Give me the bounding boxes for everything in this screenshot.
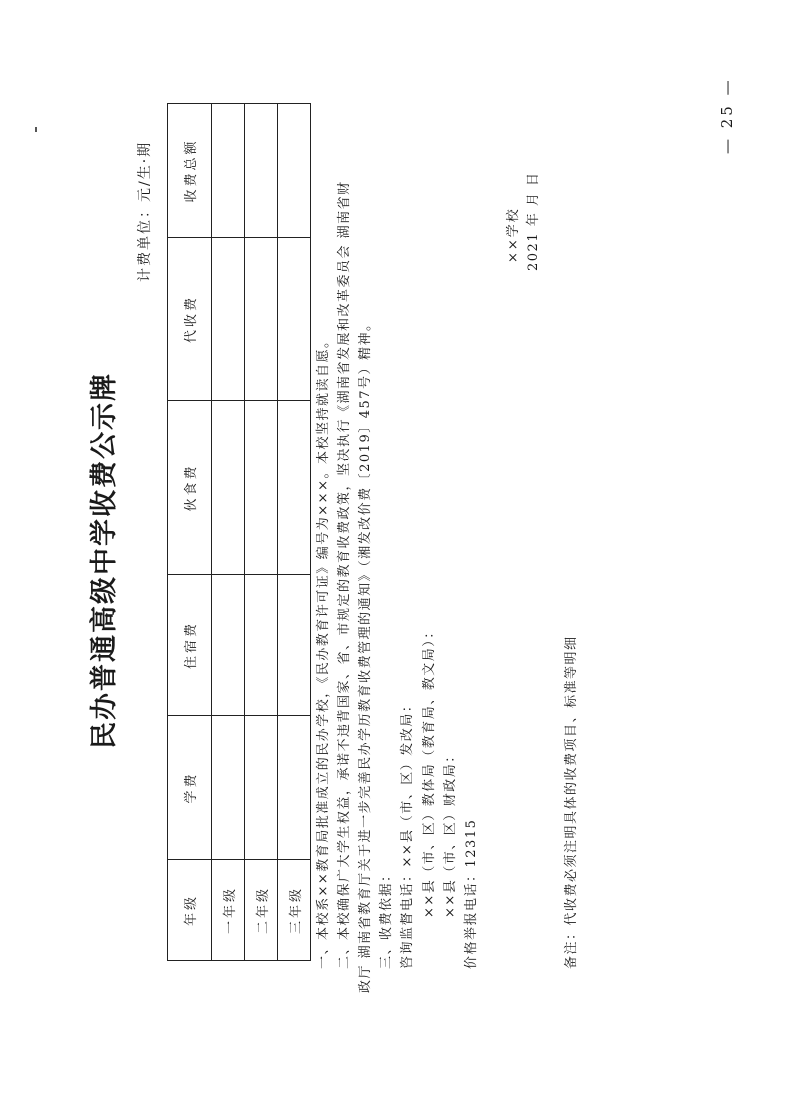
table-cell — [245, 575, 278, 716]
table-cell — [245, 238, 278, 401]
header-accommodation: 住宿费 — [168, 575, 212, 716]
table-cell — [245, 716, 278, 860]
header-tuition: 学费 — [168, 716, 212, 860]
table-cell — [212, 104, 245, 238]
table-row — [212, 104, 245, 961]
table-cell — [278, 401, 311, 575]
header-total: 收费总额 — [168, 104, 212, 238]
fee-table — [167, 103, 311, 961]
signature-date: 2021 年 月 日 — [526, 171, 541, 271]
table-cell — [212, 238, 245, 401]
table-cell — [245, 401, 278, 575]
hotline-development-bureau: 咨询监督电话：××县（市、区）发改局： — [400, 697, 415, 969]
table-cell — [212, 401, 245, 575]
table-cell-grade: 三年级 — [278, 860, 311, 961]
hotline-education-bureau: ××县（市、区）教体局（教育局、教文局）： — [422, 624, 437, 918]
clause-three: 三、收费依据： — [379, 867, 394, 969]
table-cell-grade: 二年级 — [245, 860, 278, 961]
table-row — [278, 104, 311, 961]
price-report-hotline: 价格举报电话：12315 — [464, 818, 479, 969]
table-cell — [245, 104, 278, 238]
clause-one: 一、本校系××教育局批准成立的民办学校，《民办教育许可证》编号为×××。本校坚持就读自愿。 — [316, 333, 331, 969]
billing-unit-note: 计费单位：元/生·期 — [137, 140, 153, 282]
table-cell — [212, 575, 245, 716]
table-cell — [212, 716, 245, 860]
signature-school: ××学校 — [506, 207, 521, 263]
table-cell — [278, 575, 311, 716]
table-cell-grade: 一年级 — [212, 860, 245, 961]
table-cell — [278, 238, 311, 401]
hotline-finance-bureau: ××县（市、区）财政局： — [443, 748, 458, 918]
clause-two: 二、本校确保广大学生权益，承诺不违背国家、省、市规定的教育收费政策，坚决执行《湖南省发展和改革委员会 湖南省财 — [337, 180, 352, 969]
scan-mark — [35, 127, 37, 132]
table-cell — [278, 104, 311, 238]
document-title: 民办普通高级中学收费公示牌 — [89, 372, 120, 749]
header-meals: 伙食费 — [168, 401, 212, 575]
table-row — [245, 104, 278, 961]
clause-two-continued: 政厅 湖南省教育厅关于进一步完善民办学历教育收费管理的通知》（湘发改价费〔2019〕457号）精神。 — [358, 316, 373, 993]
page-number: — 25 — — [718, 77, 736, 154]
header-grade: 年级 — [168, 860, 212, 961]
table-cell — [278, 716, 311, 860]
fee-table-header-row — [168, 104, 212, 961]
remark-note: 备注：代收费必须注明具体的收费项目、标准等明细 — [564, 635, 579, 969]
header-agency-fee: 代收费 — [168, 238, 212, 401]
